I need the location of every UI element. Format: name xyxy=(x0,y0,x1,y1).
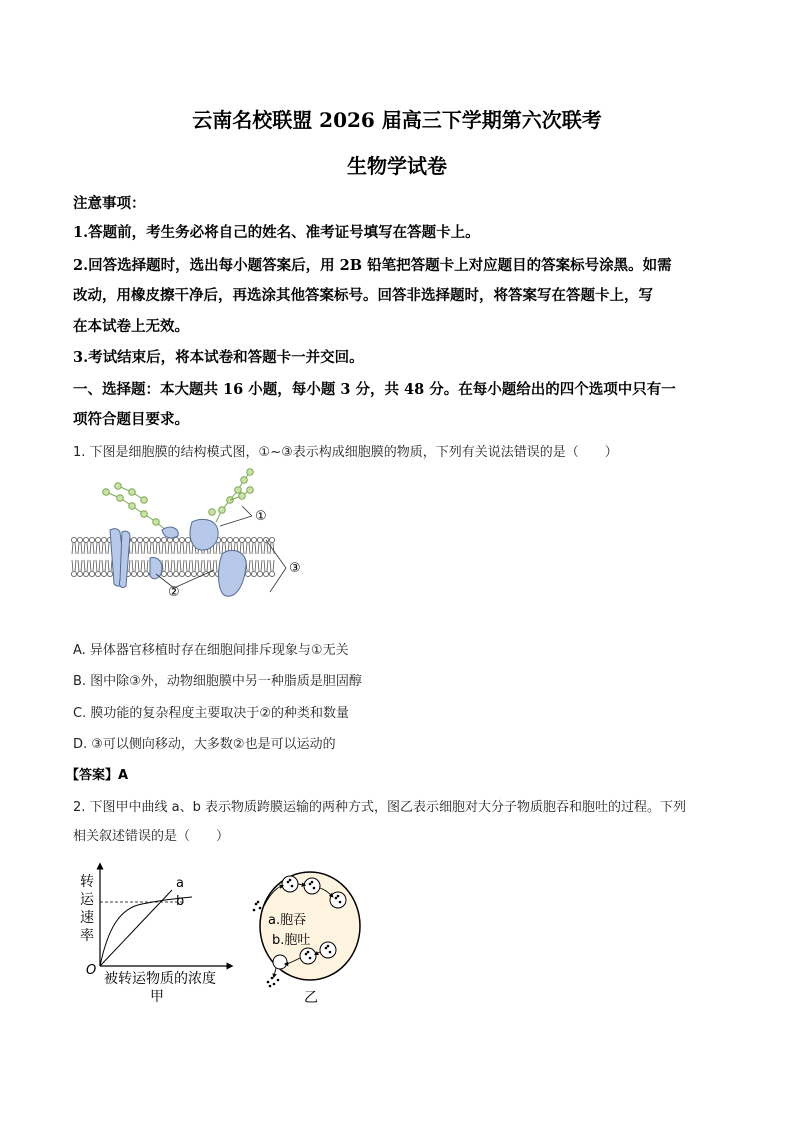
phospholipid-tail xyxy=(132,543,136,554)
phospholipid-tail xyxy=(174,543,178,554)
phospholipid-head xyxy=(71,571,76,576)
phospholipid-tail xyxy=(138,560,142,571)
graph-caption: 甲 xyxy=(150,989,164,1005)
phospholipid-head xyxy=(191,571,196,576)
phospholipid-head xyxy=(251,571,256,576)
phospholipid-head xyxy=(245,537,250,542)
phospholipid-tail xyxy=(84,543,88,554)
phospholipid-head xyxy=(251,537,256,542)
phospholipid-head xyxy=(101,571,106,576)
phospholipid-head xyxy=(173,537,178,542)
question-2-stem-cont: 相关叙述错误的是（ ） xyxy=(73,829,230,844)
phospholipid-tail xyxy=(108,560,112,571)
phospholipid-tail xyxy=(252,560,256,571)
q1-option-b: B. 图中除③外，动物细胞膜中另一种脂质是胆固醇 xyxy=(73,674,362,689)
phospholipid-tail xyxy=(192,560,196,571)
phospholipid-head xyxy=(179,571,184,576)
phospholipid-tail xyxy=(168,560,172,571)
phospholipid-head xyxy=(137,571,142,576)
phospholipid-tail xyxy=(96,560,100,571)
phospholipid-tail xyxy=(72,560,76,571)
phospholipid-head xyxy=(137,537,142,542)
phospholipid-head xyxy=(143,537,148,542)
notice-item: 2.回答选择题时，选出每小题答案后，用 2B 铅笔把答题卡上对应题目的答案标号涂黑。如需 xyxy=(73,257,672,274)
phospholipid-head xyxy=(77,537,82,542)
q1-answer: 【答案】A xyxy=(66,768,129,783)
exam-subtitle: 生物学试卷 xyxy=(347,154,447,178)
y-axis-label-4: 率 xyxy=(80,928,94,944)
phospholipid-tail xyxy=(162,543,166,554)
phospholipid-tail xyxy=(162,560,166,571)
phospholipid-tail xyxy=(144,543,148,554)
phospholipid-head xyxy=(131,571,136,576)
phospholipid-head xyxy=(173,571,178,576)
phospholipid-head xyxy=(185,537,190,542)
phospholipid-head xyxy=(239,537,244,542)
phospholipid-tail xyxy=(102,560,106,571)
phospholipid-tail xyxy=(174,560,178,571)
phospholipid-head xyxy=(71,537,76,542)
y-axis-label-1: 转 xyxy=(80,874,94,890)
phospholipid-tail xyxy=(78,560,82,571)
phospholipid-head xyxy=(167,571,172,576)
phospholipid-head xyxy=(185,571,190,576)
phospholipid-head xyxy=(263,571,268,576)
notice-item: 改动，用橡皮擦干净后，再选涂其他答案标号。回答非选择题时，将答案写在答题卡上，写 xyxy=(73,287,653,304)
label-1: ① xyxy=(255,509,267,524)
question-2-stem: 2. 下图甲中曲线 a、b 表示物质跨膜运输的两种方式，图乙表示细胞对大分子物质胞吞和胞吐的过程。下列 xyxy=(73,800,687,815)
section-instruction-cont: 项符合题目要求。 xyxy=(73,411,189,428)
phospholipid-tail xyxy=(72,543,76,554)
question-1-stem: 1. 下图是细胞膜的结构模式图，①~③表示构成细胞膜的物质，下列有关说法错误的是（ ） xyxy=(73,445,618,460)
phospholipid-tail xyxy=(96,543,100,554)
phospholipid-tail xyxy=(258,560,262,571)
phospholipid-head xyxy=(95,537,100,542)
phospholipid-head xyxy=(149,537,154,542)
phospholipid-tail xyxy=(186,560,190,571)
phospholipid-head xyxy=(161,571,166,576)
y-axis-label-3: 速 xyxy=(80,910,94,926)
phospholipid-tail xyxy=(90,543,94,554)
q1-option-c: C. 膜功能的复杂程度主要取决于②的种类和数量 xyxy=(73,706,349,721)
curve-a-label: a xyxy=(176,876,184,891)
phospholipid-tail xyxy=(150,543,154,554)
phospholipid-head xyxy=(221,537,226,542)
phospholipid-tail xyxy=(252,543,256,554)
phospholipid-tail xyxy=(264,543,268,554)
section-instruction: 一、选择题：本大题共 16 小题，每小题 3 分，共 48 分。在每小题给出的四个选项中只有一 xyxy=(73,381,676,398)
phospholipid-head xyxy=(155,537,160,542)
notice-item: 1.答题前，考生务必将自己的姓名、准考证号填写在答题卡上。 xyxy=(73,224,480,241)
phospholipid-head xyxy=(161,537,166,542)
phospholipid-head xyxy=(209,571,214,576)
glycocalyx-chains xyxy=(103,469,254,530)
phospholipid-head xyxy=(245,571,250,576)
phospholipid-head xyxy=(143,571,148,576)
phospholipid-tail xyxy=(168,543,172,554)
exocytosis-label: b.胞吐 xyxy=(272,933,311,948)
cell-membrane-diagram xyxy=(70,462,310,632)
phospholipid-head xyxy=(257,571,262,576)
phospholipid-tail xyxy=(144,560,148,571)
phospholipid-tail xyxy=(180,560,184,571)
label-3: ③ xyxy=(289,561,301,576)
phospholipid-head xyxy=(179,537,184,542)
phospholipid-head xyxy=(77,571,82,576)
phospholipid-tail xyxy=(264,560,268,571)
phospholipid-tail xyxy=(258,543,262,554)
phospholipid-head xyxy=(131,537,136,542)
phospholipid-tail xyxy=(216,543,220,554)
phospholipid-head xyxy=(227,537,232,542)
phospholipid-tail xyxy=(204,560,208,571)
notice-item: 在本试卷上无效。 xyxy=(73,318,189,335)
transport-rate-graph xyxy=(72,858,242,1008)
phospholipid-tail xyxy=(84,560,88,571)
y-axis-label-2: 运 xyxy=(80,892,94,908)
phospholipid-head xyxy=(107,571,112,576)
phospholipid-tail xyxy=(270,560,274,571)
phospholipid-head xyxy=(89,537,94,542)
phospholipid-head xyxy=(83,571,88,576)
q1-option-a: A. 异体器官移植时存在细胞间排斥现象与①无关 xyxy=(73,643,349,658)
phospholipid-tail xyxy=(186,543,190,554)
origin-label: O xyxy=(86,963,97,978)
label-2: ② xyxy=(168,585,180,600)
endocytosis-exocytosis-diagram xyxy=(244,866,364,1006)
notice-heading: 注意事项： xyxy=(73,195,146,212)
phospholipid-tail xyxy=(90,560,94,571)
phospholipid-head xyxy=(233,537,238,542)
phospholipid-head xyxy=(95,571,100,576)
phospholipid-tail xyxy=(138,543,142,554)
phospholipid-head xyxy=(269,571,274,576)
phospholipid-tail xyxy=(198,560,202,571)
phospholipid-tail xyxy=(210,560,214,571)
notice-item: 3.考试结束后，将本试卷和答题卡一并交回。 xyxy=(73,349,364,366)
phospholipid-tail xyxy=(132,560,136,571)
q1-option-d: D. ③可以侧向移动，大多数②也是可以运动的 xyxy=(73,737,336,752)
phospholipid-tail xyxy=(180,543,184,554)
curve-b-label: b xyxy=(176,894,185,909)
phospholipid-head xyxy=(83,537,88,542)
exam-title: 云南名校联盟 2026 届高三下学期第六次联考 xyxy=(192,108,602,132)
phospholipid-tail xyxy=(78,543,82,554)
phospholipid-tail xyxy=(156,543,160,554)
cell-caption: 乙 xyxy=(304,990,318,1006)
phospholipid-tail xyxy=(102,543,106,554)
phospholipid-tail xyxy=(246,543,250,554)
x-axis-label: 被转运物质的浓度 xyxy=(104,971,216,987)
phospholipid-head xyxy=(257,537,262,542)
phospholipid-head xyxy=(89,571,94,576)
curve-a xyxy=(100,890,172,966)
phospholipid-head xyxy=(101,537,106,542)
endocytosis-label: a.胞吞 xyxy=(268,913,307,928)
phospholipid-head xyxy=(269,537,274,542)
